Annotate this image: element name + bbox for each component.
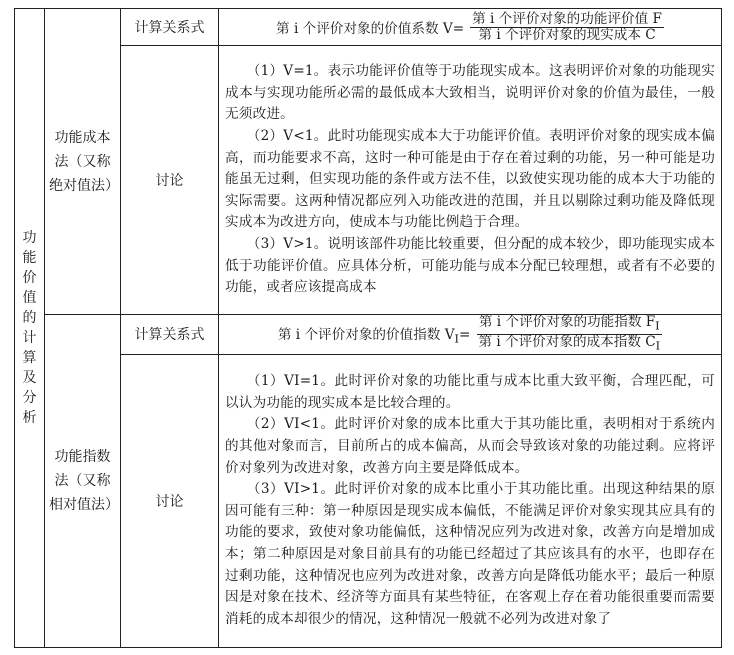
discussion-paragraph: （3）VI>1。此时评价对象的成本比重小于其功能比重。出现这种结果的原因可能有三种：第一种原因是现实成本偏低，不能满足评价对象实现其应具有的功能的要求，致使对象功能偏低，这种情况应列为改进对象，改善方向是增加成本；第二种原因是对象目前具有的功能已经超过了其应该具有的水平，也即存在过剩功能，这种情况也应列为改进对象，改善方向是降低功能水平；最后一种原因是对象在技术、经济等方面具有某些特征，在客观上存在着功能很重要而需要消耗的成本却很少的情况，这种情况一般就不必列为改进对象了 (225, 481, 715, 627)
formula-header: 计算关系式 (134, 327, 205, 344)
group-label: 功能价值的计算及分析 (22, 230, 37, 426)
discussion-header: 讨论 (155, 493, 184, 510)
discussion-header-cell (121, 354, 219, 647)
fraction-numerator: 第 i 个评价对象的功能评价值 F (472, 10, 662, 27)
method-cell (45, 9, 121, 315)
formula (219, 12, 721, 43)
formula-header-cell (121, 9, 219, 46)
method-name: 功能指数法（又称相对值法） (49, 449, 119, 514)
discussion-cell (219, 354, 722, 647)
formula-header-cell (121, 315, 219, 354)
table-row (15, 9, 722, 46)
discussion-header-cell (121, 46, 219, 315)
value-analysis-table (14, 8, 722, 648)
formula-header: 计算关系式 (134, 20, 205, 36)
discussion-paragraph: （1）V=1。表示功能评价值等于功能现实成本。这表明评价对象的功能现实成本与实现功能所必需的最低成本大致相当，说明评价对象的价值为最佳，一般无须改进。 (225, 63, 715, 123)
discussion-cell (219, 46, 722, 315)
formula-cell (219, 9, 722, 46)
fraction (476, 315, 662, 353)
fraction-numerator: 第 i 个评价对象的功能指数 $F_I$ (478, 314, 660, 333)
fraction-denominator: 第 i 个评价对象的现实成本 C (478, 26, 656, 43)
fraction (470, 12, 664, 43)
discussion-header: 讨论 (155, 173, 184, 190)
formula-lead: 第 i 个评价对象的价值系数 V= (276, 21, 465, 37)
discussion-paragraph: （1）VI=1。此时评价对象的功能比重与成本比重大致平衡，合理匹配，可以认为功能的现实成本是比较合理的。 (225, 373, 715, 411)
table-row (15, 315, 722, 354)
method-cell (45, 315, 121, 648)
formula-cell (219, 315, 722, 354)
fraction-denominator: 第 i 个评价对象的成本指数 $C_I$ (478, 333, 661, 353)
group-label-cell (15, 9, 45, 648)
table-row (15, 354, 722, 647)
formula (219, 315, 721, 353)
discussion-paragraph: （2）V<1。此时功能现实成本大于功能评价值。表明评价对象的现实成本偏高，而功能要求不高，这时一种可能是由于存在着过剩的功能，另一种可能是功能虽无过剩，但实现功能的条件或方法不佳，以致使实现功能的成本大于功能的实际需要。这两种情况都应列入功能改进的范围，并且以剔除过剩功能及降低现实成本为改进方向，使成本与功能比例趋于合理。 (225, 128, 715, 231)
method-name: 功能成本法（又称绝对值法） (49, 129, 119, 194)
table-row (15, 46, 722, 315)
discussion-paragraph: （3）V>1。说明该部件功能比较重要，但分配的成本较少，即功能现实成本低于功能评价值。应具体分析，可能功能与成本分配已较理想，或者有不必要的功能，或者应该提高成本 (225, 236, 715, 296)
formula-lead: 第 i 个评价对象的价值指数 $V_I=$ (277, 326, 471, 346)
discussion-paragraph: （2）VI<1。此时评价对象的成本比重大于其功能比重，表明相对于系统内的其他对象而言，目前所占的成本偏高，从而会导致该对象的功能过剩。应将评价对象列为改进对象，改善方向主要是降低成本。 (225, 416, 715, 476)
